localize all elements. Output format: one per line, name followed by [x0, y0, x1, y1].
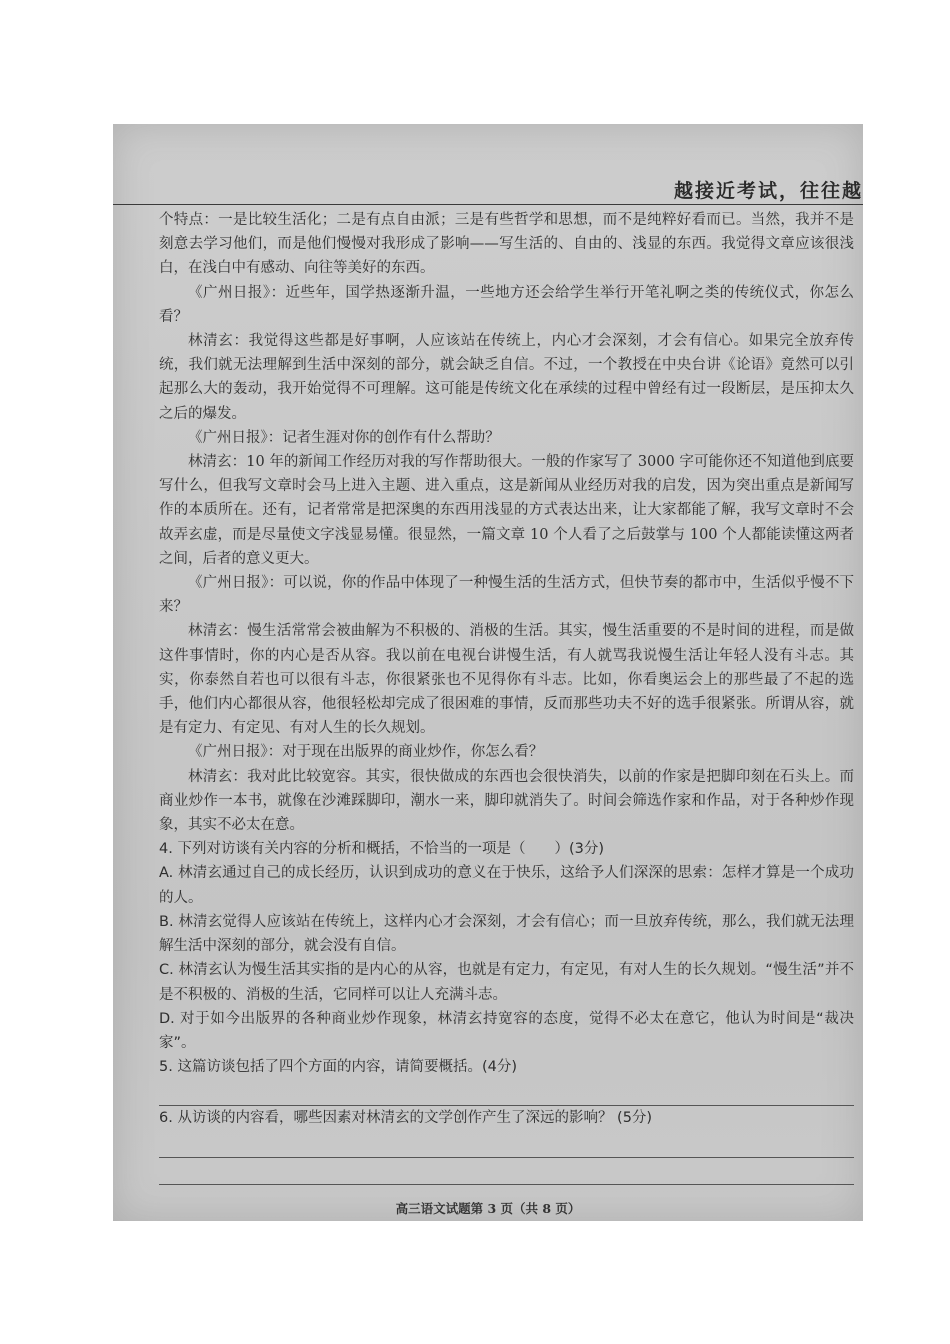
passage-paragraph-1: 个特点：一是比较生活化；二是有点自由派；三是有些哲学和思想，而不是纯粹好看而已。当然，我并不是刻意去学习他们，而是他们慢慢对我形成了影响——写生活的、自由的、浅显的东西。我觉得文章应该很浅白，在浅白中有感动、向往等美好的东西。	[159, 212, 854, 277]
question-4-option-b: B. 林清玄觉得人应该站在传统上，这样内心才会深刻，才会有信心；而一旦放弃传统，那么，我们就无法理解生活中深刻的部分，就会没有自信。	[159, 913, 854, 955]
passage-paragraph-8: 《广州日报》：对于现在出版界的商业炒作，你怎么看？	[188, 744, 544, 761]
passage-paragraph-7: 林清玄：慢生活常常会被曲解为不积极的、消极的生活。其实，慢生活重要的不是时间的进程，而是做这件事情时，你的内心是否从容。我以前在电视台讲慢生活，有人就骂我说慢生活让年轻人没有斗志。其实，你泰然自若也可以很有斗志，你很紧张也不见得你有斗志。比如，你看奥运会上的那些最了不起的选手，他们内心都很从容，他很轻松却完成了很困难的事情，反而那些功夫不好的选手很紧张。所谓从容，就是有定力、有定见、有对人生的长久规划。	[159, 623, 854, 737]
page-body	[159, 208, 854, 1185]
question-4-option-c: C. 林清玄认为慢生活其实指的是内心的从容，也就是有定力，有定见，有对人生的长久规划。“慢生活”并不是不积极的、消极的生活，它同样可以让人充满斗志。	[159, 962, 854, 1003]
exam-page	[113, 124, 863, 1221]
question-6-answer-line-1[interactable]	[159, 1133, 854, 1158]
running-header: 越接近考试，往往越	[673, 180, 863, 202]
header-divider	[113, 204, 863, 205]
passage-paragraph-4: 《广州日报》：记者生涯对你的创作有什么帮助？	[188, 429, 500, 446]
passage-paragraph-5: 林清玄：10 年的新闻工作经历对我的写作帮助很大。一般的作家写了 3000 字可能你还不知道他到底要写什么，但我写文章时会马上进入主题、进入重点，这是新闻从业经历对我的启发，因为突出重点是新闻写作的本质所在。还有，记者常常是把深奥的东西用浅显的方式表达出来，让大家都能了解，我写文章时不会故弄玄虚，而是尽量使文字浅显易懂。很显然，一篇文章 10 个人看了之后鼓掌与 100 个人都能读懂这两者之间，后者的意义更大。	[159, 454, 854, 567]
question-5-answer-line[interactable]	[159, 1081, 854, 1106]
question-6-stem: 6. 从访谈的内容看，哪些因素对林清玄的文学创作产生了深远的影响？ (5分)	[159, 1110, 653, 1127]
passage-paragraph-6: 《广州日报》：可以说，你的作品中体现了一种慢生活的生活方式，但快节奏的都市中，生活似乎慢不下来？	[159, 575, 854, 616]
page-footer: 高三语文试题第 3 页（共 8 页）	[395, 1201, 581, 1216]
passage-paragraph-2: 《广州日报》：近些年，国学热逐渐升温，一些地方还会给学生举行开笔礼啊之类的传统仪式，你怎么看？	[159, 284, 854, 325]
question-4-option-a: A. 林清玄通过自己的成长经历，认识到成功的意义在于快乐，这给予人们深深的思索：怎样才算是一个成功的人。	[159, 865, 854, 906]
question-5-stem: 5. 这篇访谈包括了四个方面的内容，请简要概括。(4分)	[159, 1059, 517, 1076]
question-6-answer-line-2[interactable]	[159, 1160, 854, 1185]
question-4-option-d: D. 对于如今出版界的各种商业炒作现象，林清玄持宽容的态度，觉得不必太在意它，他认为时间是“裁决家”。	[159, 1010, 854, 1051]
passage-paragraph-3: 林清玄：我觉得这些都是好事啊，人应该站在传统上，内心才会深刻，才会有信心。如果完全放弃传统，我们就无法理解到生活中深刻的部分，就会缺乏自信。不过，一个教授在中央台讲《论语》竟然可以引起那么大的轰动，我开始觉得不可理解。这可能是传统文化在承续的过程中曾经有过一段断层，是压抑太久之后的爆发。	[159, 333, 854, 422]
question-4-stem: 4. 下列对访谈有关内容的分析和概括，不恰当的一项是（ ）(3分)	[159, 841, 604, 858]
passage-paragraph-9: 林清玄：我对此比较宽容。其实，很快做成的东西也会很快消失，以前的作家是把脚印刻在石头上。而商业炒作一本书，就像在沙滩踩脚印，潮水一来，脚印就消失了。时间会筛选作家和作品，对于各种炒作现象，其实不必太在意。	[159, 768, 854, 834]
